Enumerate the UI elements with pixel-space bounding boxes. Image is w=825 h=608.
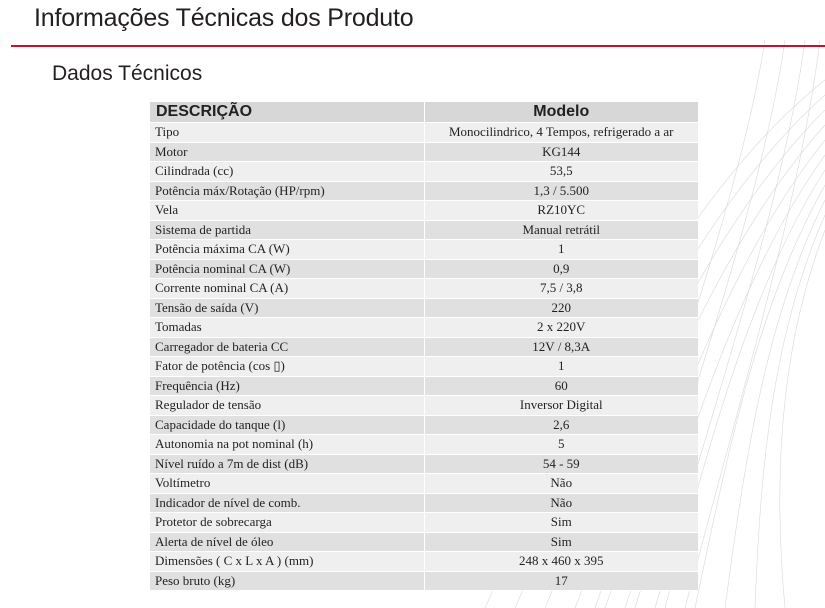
spec-value: 2,6 (424, 415, 698, 435)
spec-value: RZ10YC (424, 201, 698, 221)
spec-value: 17 (424, 571, 698, 591)
spec-value: 53,5 (424, 162, 698, 182)
table-header-row (150, 102, 698, 123)
spec-value: KG144 (424, 142, 698, 162)
spec-label: Indicador de nível de comb. (150, 493, 424, 513)
table-row (150, 318, 698, 338)
spec-value: Não (424, 493, 698, 513)
spec-label: Sistema de partida (150, 220, 424, 240)
spec-value: 1 (424, 357, 698, 377)
spec-value: 248 x 460 x 395 (424, 552, 698, 572)
table-row (150, 201, 698, 221)
spec-label: Frequência (Hz) (150, 376, 424, 396)
spec-label: Nível ruído a 7m de dist (dB) (150, 454, 424, 474)
spec-value: 1 (424, 240, 698, 260)
table-row (150, 376, 698, 396)
table-row (150, 571, 698, 591)
spec-label: Motor (150, 142, 424, 162)
table-row (150, 162, 698, 182)
spec-value: 54 - 59 (424, 454, 698, 474)
spec-value: Monocilindrico, 4 Tempos, refrigerado a ar (424, 123, 698, 143)
table-row (150, 454, 698, 474)
spec-value: 12V / 8,3A (424, 337, 698, 357)
spec-label: Alerta de nível de óleo (150, 532, 424, 552)
spec-label: Cilindrada (cc) (150, 162, 424, 182)
spec-label: Potência máx/Rotação (HP/rpm) (150, 181, 424, 201)
table-row (150, 220, 698, 240)
spec-value: Manual retrátil (424, 220, 698, 240)
table-row (150, 396, 698, 416)
spec-label: Vela (150, 201, 424, 221)
table-row (150, 415, 698, 435)
spec-value: 60 (424, 376, 698, 396)
spec-value: Inversor Digital (424, 396, 698, 416)
spec-value: 220 (424, 298, 698, 318)
spec-value: Sim (424, 513, 698, 533)
spec-value: Sim (424, 532, 698, 552)
spec-label: Carregador de bateria CC (150, 337, 424, 357)
header-model: Modelo (424, 102, 698, 123)
spec-label: Voltímetro (150, 474, 424, 494)
spec-label: Dimensões ( C x L x A ) (mm) (150, 552, 424, 572)
table-row (150, 493, 698, 513)
spec-label: Capacidade do tanque (l) (150, 415, 424, 435)
spec-value: Não (424, 474, 698, 494)
spec-label: Potência máxima CA (W) (150, 240, 424, 260)
specs-table-body (150, 123, 698, 591)
spec-label: Potência nominal CA (W) (150, 259, 424, 279)
spec-label: Tipo (150, 123, 424, 143)
spec-value: 2 x 220V (424, 318, 698, 338)
table-row (150, 181, 698, 201)
table-row (150, 357, 698, 377)
spec-label: Corrente nominal CA (A) (150, 279, 424, 299)
spec-label: Autonomia na pot nominal (h) (150, 435, 424, 455)
table-row (150, 474, 698, 494)
spec-value: 1,3 / 5.500 (424, 181, 698, 201)
table-row (150, 337, 698, 357)
spec-label: Protetor de sobrecarga (150, 513, 424, 533)
section-title: Dados Técnicos (52, 62, 203, 85)
table-row (150, 298, 698, 318)
spec-label: Regulador de tensão (150, 396, 424, 416)
table-row (150, 532, 698, 552)
table-row (150, 240, 698, 260)
spec-label: Peso bruto (kg) (150, 571, 424, 591)
specs-table (150, 102, 698, 591)
spec-value: 7,5 / 3,8 (424, 279, 698, 299)
page-title: Informações Técnicas dos Produto (34, 4, 414, 32)
table-row (150, 259, 698, 279)
spec-value: 5 (424, 435, 698, 455)
table-row (150, 123, 698, 143)
table-row (150, 552, 698, 572)
spec-label: Tensão de saída (V) (150, 298, 424, 318)
spec-value: 0,9 (424, 259, 698, 279)
table-row (150, 435, 698, 455)
title-divider (11, 45, 825, 47)
table-row (150, 279, 698, 299)
spec-label: Fator de potência (cos ▯) (150, 357, 424, 377)
spec-label: Tomadas (150, 318, 424, 338)
header-description: DESCRIÇÃO (150, 102, 424, 123)
table-row (150, 142, 698, 162)
table-row (150, 513, 698, 533)
